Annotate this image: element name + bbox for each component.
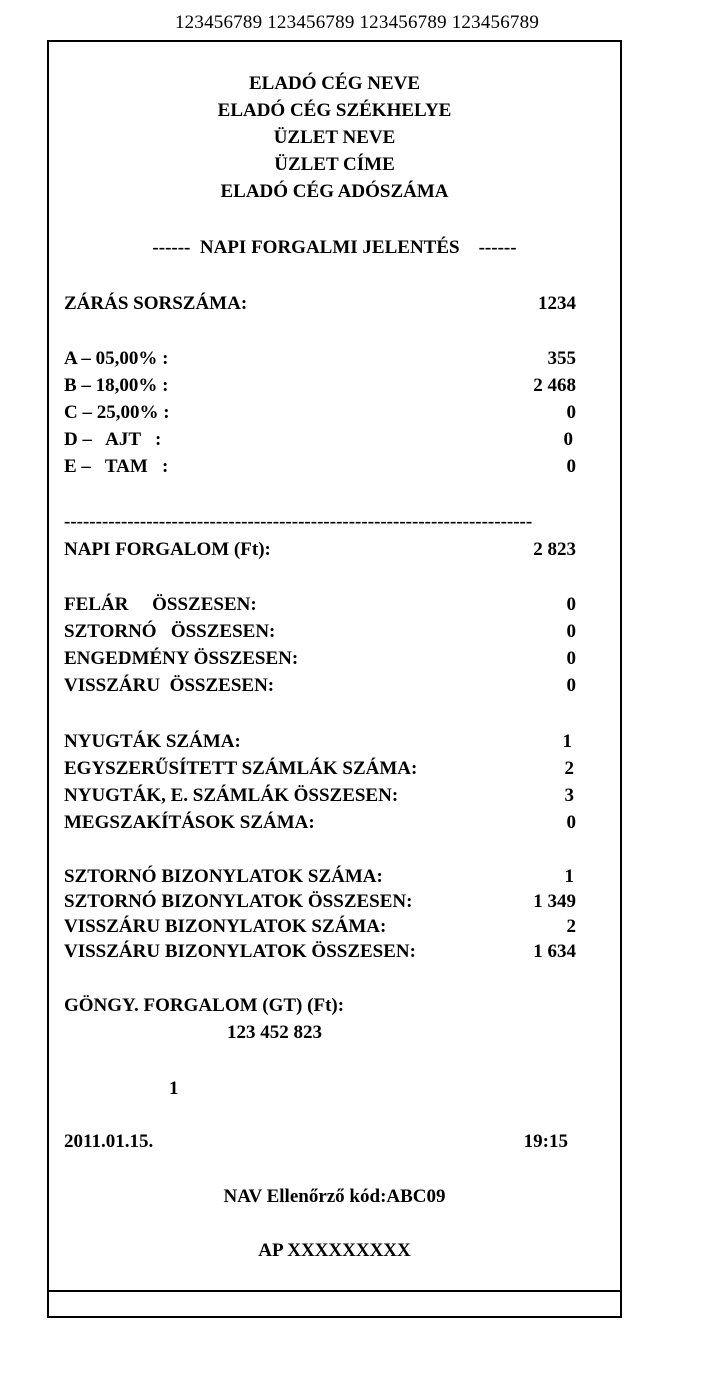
nav-check-code: NAV Ellenőrző kód:ABC09 <box>223 1186 446 1207</box>
void-doc-total-label: SZTORNÓ BIZONYLATOK ÖSSZESEN: <box>64 891 413 912</box>
seller-address: ELADÓ CÉG SZÉKHELYE <box>217 100 452 121</box>
receipts-invoices-total-value: 3 <box>564 785 574 806</box>
seller-tax-number: ELADÓ CÉG ADÓSZÁMA <box>220 181 449 202</box>
return-doc-total-value: 1 634 <box>533 941 576 962</box>
return-doc-count-value: 2 <box>566 916 576 937</box>
simplified-invoice-count-label: EGYSZERŰSÍTETT SZÁMLÁK SZÁMA: <box>64 758 418 779</box>
report-time: 19:15 <box>523 1131 568 1152</box>
receipt <box>47 40 622 1292</box>
separator-line: -------------------------------------------------------------------------- <box>64 511 533 532</box>
vat-b-label: B – 18,00% : <box>64 375 169 396</box>
closing-number-value: 1234 <box>538 293 576 314</box>
grand-total-value: 123 452 823 <box>227 1022 322 1043</box>
receipt-count-label: NYUGTÁK SZÁMA: <box>64 731 241 752</box>
daily-turnover-label: NAPI FORGALOM (Ft): <box>64 539 271 560</box>
closing-number-label: ZÁRÁS SORSZÁMA: <box>64 293 248 314</box>
vat-e-label: E – TAM : <box>64 456 169 477</box>
seller-name: ELADÓ CÉG NEVE <box>248 73 421 94</box>
report-title: ------ NAPI FORGALMI JELENTÉS ------ <box>152 237 517 258</box>
interruptions-count-label: MEGSZAKÍTÁSOK SZÁMA: <box>64 812 315 833</box>
void-doc-count-label: SZTORNÓ BIZONYLATOK SZÁMA: <box>64 866 383 887</box>
void-total-label: SZTORNÓ ÖSSZESEN: <box>64 621 276 642</box>
interruptions-count-value: 0 <box>566 812 576 833</box>
vat-a-label: A – 05,00% : <box>64 348 169 369</box>
receipts-invoices-total-label: NYUGTÁK, E. SZÁMLÁK ÖSSZESEN: <box>64 785 399 806</box>
vat-b-value: 2 468 <box>533 375 576 396</box>
column-ruler: 123456789 123456789 123456789 123456789 <box>174 12 540 33</box>
daily-turnover-value: 2 823 <box>533 539 576 560</box>
return-total-value: 0 <box>566 675 576 696</box>
receipt-count-value: 1 <box>562 731 572 752</box>
counter-number: 1 <box>169 1078 179 1099</box>
vat-d-label: D – AJT : <box>64 429 162 450</box>
void-doc-total-value: 1 349 <box>533 891 576 912</box>
surcharge-total-label: FELÁR ÖSSZESEN: <box>64 594 257 615</box>
vat-a-value: 355 <box>547 348 576 369</box>
void-doc-count-value: 1 <box>564 866 574 887</box>
ap-number: AP XXXXXXXXX <box>258 1240 411 1261</box>
vat-c-value: 0 <box>566 402 576 423</box>
shop-name: ÜZLET NEVE <box>273 127 396 148</box>
return-doc-count-label: VISSZÁRU BIZONYLATOK SZÁMA: <box>64 916 387 937</box>
vat-d-value: 0 <box>563 429 573 450</box>
simplified-invoice-count-value: 2 <box>564 758 574 779</box>
discount-total-label: ENGEDMÉNY ÖSSZESEN: <box>64 648 299 669</box>
vat-c-label: C – 25,00% : <box>64 402 170 423</box>
receipt-tear-strip <box>47 1290 622 1318</box>
vat-e-value: 0 <box>566 456 576 477</box>
grand-total-label: GÖNGY. FORGALOM (GT) (Ft): <box>64 995 345 1016</box>
return-doc-total-label: VISSZÁRU BIZONYLATOK ÖSSZESEN: <box>64 941 416 962</box>
discount-total-value: 0 <box>566 648 576 669</box>
surcharge-total-value: 0 <box>566 594 576 615</box>
return-total-label: VISSZÁRU ÖSSZESEN: <box>64 675 275 696</box>
shop-address: ÜZLET CÍME <box>274 154 395 175</box>
void-total-value: 0 <box>566 621 576 642</box>
report-date: 2011.01.15. <box>64 1131 154 1152</box>
